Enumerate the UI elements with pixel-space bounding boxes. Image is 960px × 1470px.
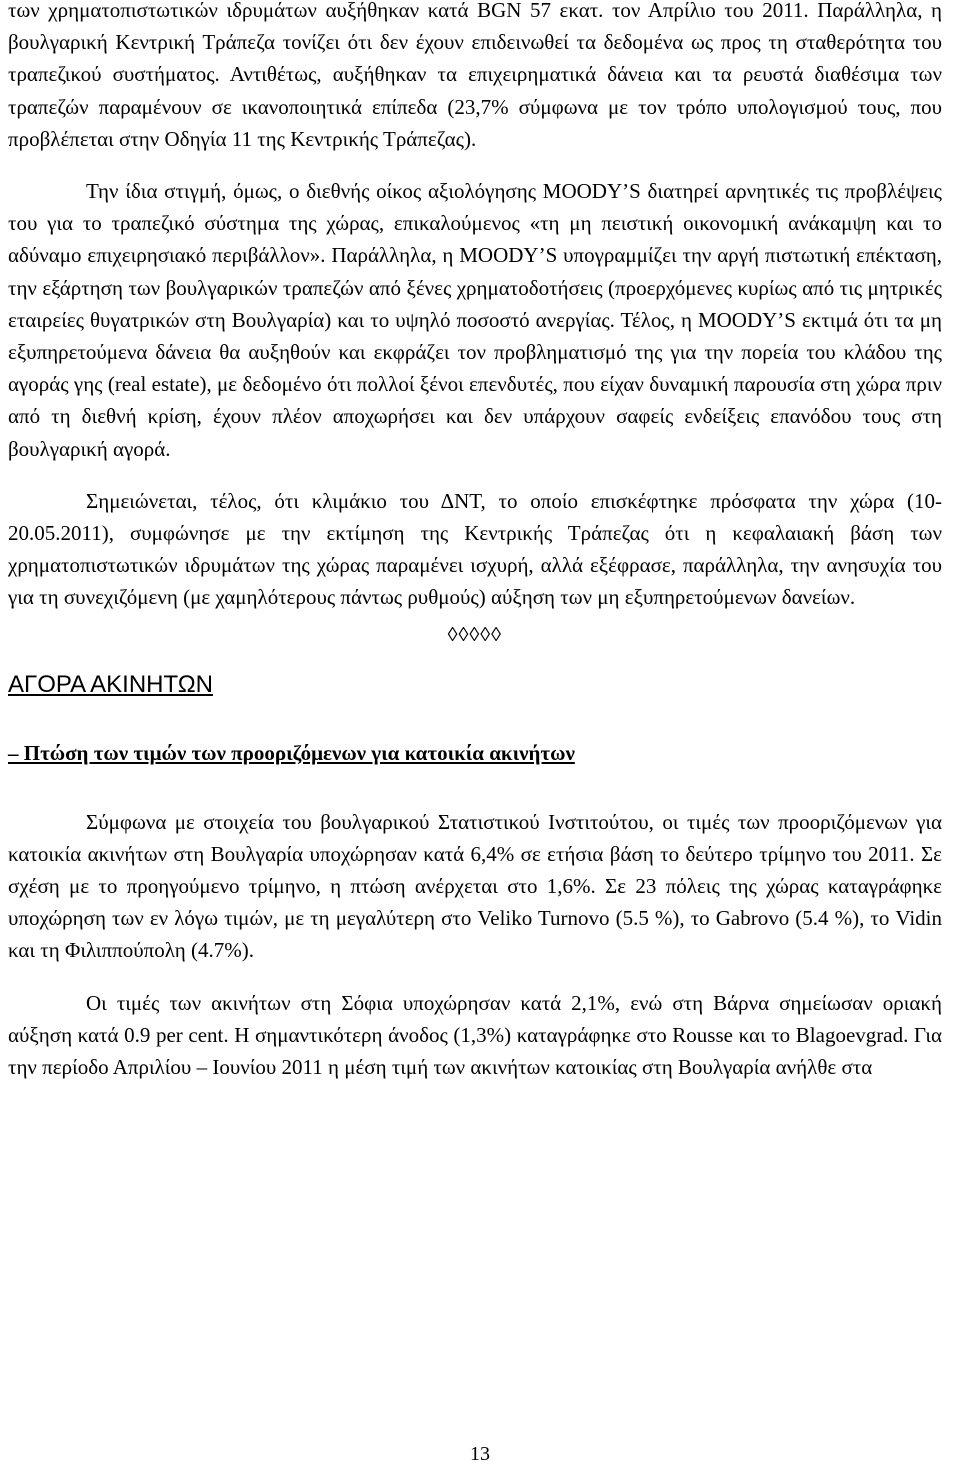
paragraph-housing-prices: Σύμφωνα με στοιχεία του βουλγαρικού Στατιστικού Ινστιτούτου, οι τιμές των προοριζόμενων για κατοικία ακινήτων στη Βουλγαρία υποχώρησαν κατά 6,4% σε ετήσια βάση το δεύτερο τρίμηνο του 2011. Σε σχέση με το προηγούμενο τρίμηνο, η πτώση ανέρχεται στο 1,6%. Σε 23 πόλεις της χώρας καταγράφηκε υποχώρηση των εν λόγω τιμών, με τη μεγαλύτερη στο Veliko Turnovo (5.5 %), το Gabrovo (5.4 %), το Vidin και τη Φιλιππούπολη (4.7%). xyxy=(8,809,942,963)
paragraph-banking-liquidity: των χρηματοπιστωτικών ιδρυμάτων αυξήθηκαν κατά BGN 57 εκατ. τον Απρίλιο του 2011. Παράλληλα, η βουλγαρική Κεντρική Τράπεζα τονίζει ότι δεν έχουν επιδεινωθεί τα δεδομένα ως προς τη σταθερότητα του τραπεζικού συστήματος. Αντιθέτως, αυξήθηκαν τα επιχειρηματικά δάνεια και τα ρευστά διαθέσιμα των τραπεζών παραμένουν σε ικανοποιητικά επίπεδα (23,7% σύμφωνα με τον τρόπο υπολογισμού τους, που προβλέπεται στην Οδηγία 11 της Κεντρικής Τράπεζας). xyxy=(8,0,942,151)
paragraph-gap xyxy=(8,465,942,485)
section-divider-diamonds: ◊◊◊◊◊ xyxy=(447,623,502,646)
paragraph-gap xyxy=(8,155,942,175)
page-number: 13 xyxy=(470,1443,490,1465)
section-subtitle-price-drop: – Πτώση των τιμών των προοριζόμενων για κατοικία ακινήτων xyxy=(8,740,575,765)
paragraph-gap xyxy=(8,967,942,987)
paragraph-moodys-outlook: Την ίδια στιγμή, όμως, ο διεθνής οίκος αξιολόγησης MOODY’S διατηρεί αρνητικές τις προβλέψεις του για το τραπεζικό σύστημα της χώρας, επικαλούμενος «τη μη πειστική οικονομική ανάκαμψη και το αδύναμο επιχειρησιακό περιβάλλον». Παράλληλα, η MOODY’S υπογραμμίζει την αργή πιστωτική επέκταση, την εξάρτηση των βουλγαρικών τραπεζών από ξένες χρηματοδοτήσεις (προερχόμενες κυρίως από τις μητρικές εταιρείες θυγατρικών στη Βουλγαρία) και το υψηλό ποσοστό ανεργίας. Τέλος, η MOODY’S εκτιμά ότι τα μη εξυπηρετούμενα δάνεια θα αυξηθούν και εκφράζει τον προβληματισμό της για την πορεία του κλάδου της αγοράς γης (real estate), με δεδομένο ότι πολλοί ξένοι επενδυτές, που είχαν δυναμική παρουσία στη χώρα πριν από τη διεθνή κρίση, έχουν πλέον αποχωρήσει και δεν υπάρχουν σαφείς ενδείξεις επανόδου τους στη βουλγαρική αγορά. xyxy=(8,179,942,461)
paragraph-gap xyxy=(8,768,942,806)
section-title-real-estate: ΑΓΟΡΑ ΑΚΙΝΗΤΩΝ xyxy=(8,670,213,698)
paragraph-imf-mission: Σημειώνεται, τέλος, ότι κλιμάκιο του ΔΝΤ, το οποίο επισκέφτηκε πρόσφατα την χώρα (10-20.05.2011), συμφώνησε με την εκτίμηση της Κεντρικής Τράπεζας ότι η κεφαλαιακή βάση των χρηματοπιστωτικών ιδρυμάτων της χώρας παραμένει ισχυρή, αλλά εξέφρασε, παράλληλα, την ανησυχία του για τη συνεχιζόμενη (με χαμηλότερους πάντως ρυθμούς) αύξηση των μη εξυπηρετούμενων δανείων. xyxy=(8,488,942,610)
paragraph-sofia-varna-prices: Οι τιμές των ακινήτων στη Σόφια υποχώρησαν κατά 2,1%, ενώ στη Βάρνα σημείωσαν οριακή αύξηση κατά 0.9 per cent. Η σημαντικότερη άνοδος (1,3%) καταγράφηκε στο Rousse και το Blagoevgrad. Για την περίοδο Απριλίου – Ιουνίου 2011 η μέση τιμή των ακινήτων κατοικίας στη Βουλγαρία ανήλθε στα xyxy=(8,990,942,1080)
document-page xyxy=(8,0,942,1470)
